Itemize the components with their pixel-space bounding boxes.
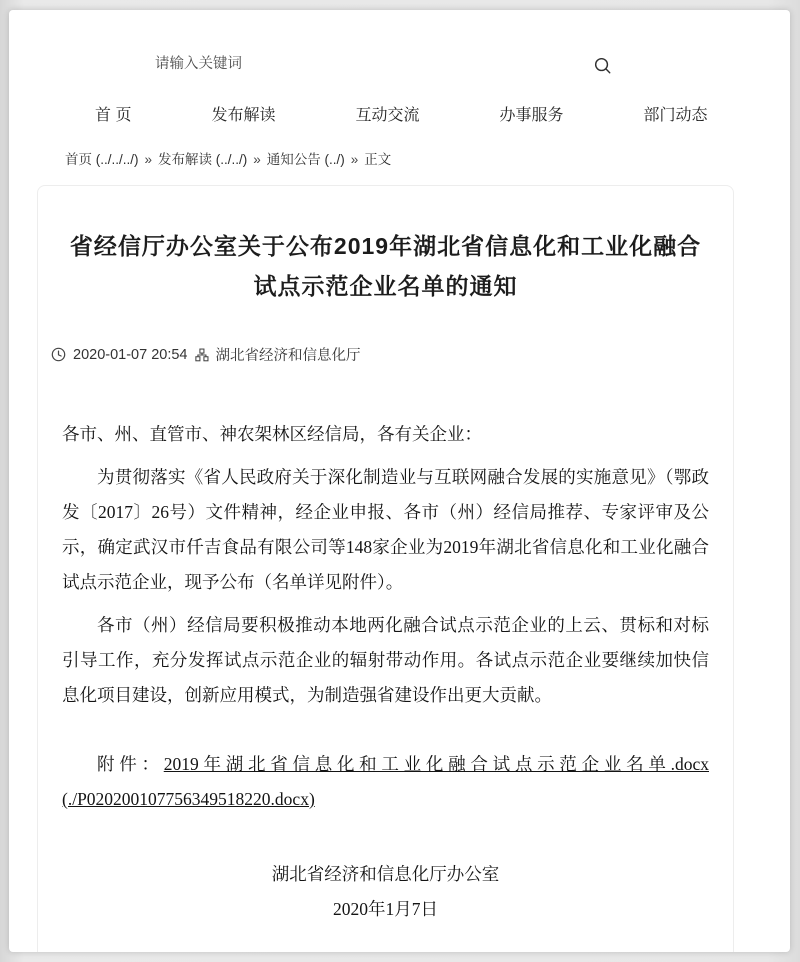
salutation-paragraph: 各市、州、直管市、神农架林区经信局，各有关企业：	[62, 424, 482, 444]
page-title: 省经信厅办公室关于公布2019年湖北省信息化和工业化融合试点示范企业名单的通知	[69, 233, 702, 299]
publish-datetime: 2020-01-07 20:54	[73, 346, 188, 363]
attachment-link[interactable]: 2019年湖北省信息化和工业化融合试点示范企业名单.docx (./P020200107756349518220.docx)	[62, 754, 709, 809]
breadcrumb	[65, 148, 765, 168]
article-box	[37, 185, 734, 952]
attachment-label: 附件：	[97, 754, 164, 774]
breadcrumb-publish-interpret[interactable]: 发布解读 (../../)	[158, 152, 248, 167]
breadcrumb-separator: »	[144, 152, 153, 167]
article-meta	[51, 344, 733, 365]
nav-item-4[interactable]: 办事服务	[499, 107, 564, 124]
publish-source: 湖北省经济和信息化厅	[215, 348, 361, 364]
sitemap-icon	[195, 348, 209, 362]
attachment-paragraph	[62, 747, 709, 817]
breadcrumb-notice-announcement[interactable]: 通知公告 (../)	[266, 152, 345, 167]
search-icon	[593, 56, 612, 75]
nav-item-2[interactable]: 发布解读	[211, 107, 276, 124]
breadcrumb-current-article: 正文	[364, 152, 392, 167]
page	[9, 10, 790, 952]
signature-date: 2020年1月7日	[333, 899, 438, 919]
main-nav	[9, 102, 790, 125]
nav-item-3[interactable]: 互动交流	[355, 107, 420, 124]
nav-item-5[interactable]: 部门动态	[643, 107, 708, 124]
search-button[interactable]	[589, 52, 615, 78]
nav-item-1[interactable]: 首 页	[95, 107, 132, 124]
clock-icon	[51, 347, 66, 362]
body-paragraph-2: 各市（州）经信局要积极推动本地两化融合试点示范企业的上云、贯标和对标引导工作，充分发挥试点示范企业的辐射带动作用。各试点示范企业要继续加快信息化项目建设，创新应用模式，为制造强省建设作出更大贡献。	[62, 615, 709, 705]
article-body	[62, 417, 709, 927]
body-paragraph-1: 为贯彻落实《省人民政府关于深化制造业与互联网融合发展的实施意见》（鄂政发〔2017〕26号）文件精神，经企业申报、各市（州）经信局推荐、专家评审及公示，确定武汉市仟吉食品有限公司等148家企业为2019年湖北省信息化和工业化融合试点示范企业，现予公布（名单详见附件）。	[62, 467, 709, 592]
breadcrumb-separator: »	[253, 152, 261, 167]
signature-org: 湖北省经济和信息化厅办公室	[271, 864, 500, 884]
breadcrumb-separator: »	[350, 152, 359, 167]
search-input[interactable]	[155, 50, 545, 78]
breadcrumb-home[interactable]: 首页 (../../../)	[65, 152, 139, 167]
